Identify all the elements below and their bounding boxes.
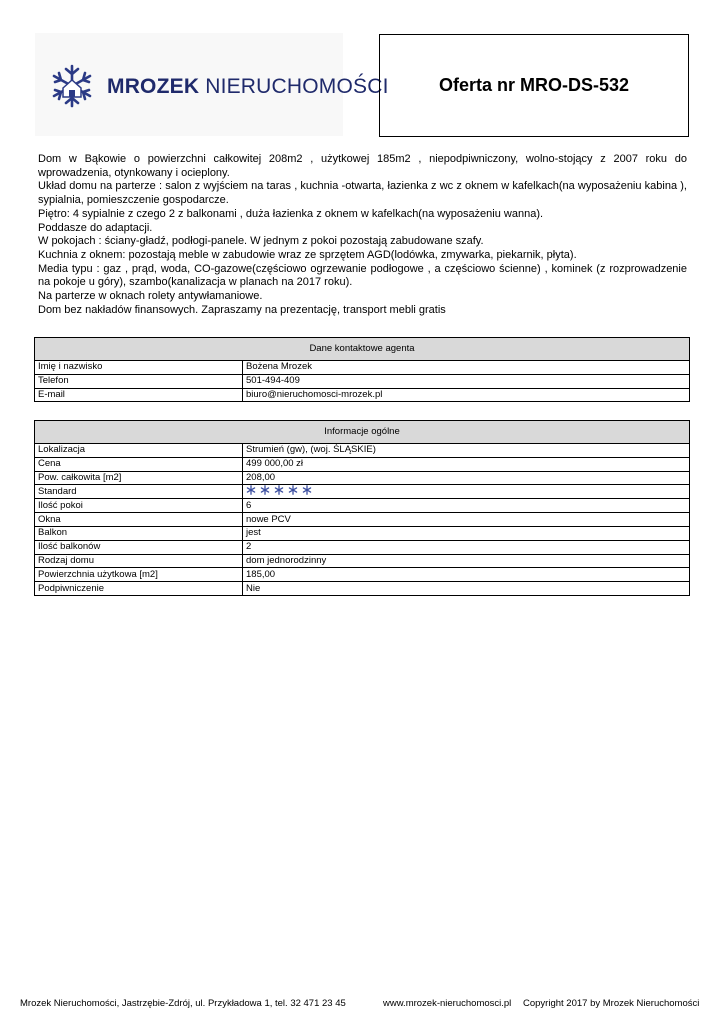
- row-label: Standard: [35, 485, 243, 499]
- table-row: [35, 568, 690, 582]
- row-label: Imię i nazwisko: [35, 361, 243, 375]
- row-value: nowe PCV: [243, 513, 690, 527]
- rating-snowflake-icon: [246, 485, 256, 495]
- table-header-row: [35, 338, 690, 361]
- footer-company: Mrozek Nieruchomości, Jastrzębie-Zdrój, ul. Przykładowa 1, tel. 32 471 23 45: [20, 998, 346, 1009]
- description-paragraph: Poddasze do adaptacji.: [38, 221, 153, 234]
- table-row: [35, 485, 690, 499]
- description-paragraph: Piętro: 4 sypialnie z czego 2 z balkonami , duża łazienka z oknem w kafelkach(na wyposażeniu wanna).: [38, 207, 544, 220]
- logo-brand-bold: MROZEK: [107, 75, 200, 98]
- table-row: [35, 361, 690, 375]
- logo-wordmark: [107, 75, 389, 99]
- agent-table-header: Dane kontaktowe agenta: [35, 338, 690, 361]
- row-label: Balkon: [35, 526, 243, 540]
- row-value: dom jednorodzinny: [243, 554, 690, 568]
- property-description: [38, 153, 687, 317]
- rating-snowflake-icon: [260, 485, 270, 495]
- row-label: Ilość pokoi: [35, 499, 243, 513]
- row-value: Strumień (gw), (woj. ŚLĄSKIE): [243, 444, 690, 458]
- row-value: 185,00: [243, 568, 690, 582]
- description-paragraph: Dom bez nakładów finansowych. Zapraszamy na prezentację, transport mebli gratis: [38, 303, 446, 316]
- row-value: jest: [243, 526, 690, 540]
- footer-website: www.mrozek-nieruchomosci.pl: [383, 998, 512, 1009]
- row-value: 2: [243, 540, 690, 554]
- row-value: 499 000,00 zł: [243, 457, 690, 471]
- rating-snowflake-icon: [302, 485, 312, 495]
- description-paragraph: Układ domu na parterze : salon z wyjściem na taras , kuchnia -otwarta, łazienka z wc z oknem w kafelkach(na wyposażeniu kabina ), sypialnia, pomieszczenie gospodarcze.: [38, 180, 687, 207]
- row-value: 6: [243, 499, 690, 513]
- row-value: 208,00: [243, 471, 690, 485]
- standard-rating: [243, 485, 690, 499]
- rating-snowflake-icon: [288, 485, 298, 495]
- row-value: 501-494-409: [243, 374, 690, 388]
- table-header-row: [35, 421, 690, 444]
- table-row: [35, 444, 690, 458]
- snowflake-house-icon: [51, 64, 93, 108]
- description-paragraph: Kuchnia z oknem: pozostają meble w zabudowie wraz ze sprzętem AGD(lodówka, zmywarka, piekarnik, płyta).: [38, 248, 577, 261]
- table-row: [35, 513, 690, 527]
- row-value: biuro@nieruchomosci-mrozek.pl: [243, 388, 690, 402]
- description-paragraph: W pokojach : ściany-gładź, podłogi-panele. W jednym z pokoi pozostają zabudowane szafy.: [38, 235, 484, 248]
- table-row: [35, 582, 690, 596]
- table-row: [35, 499, 690, 513]
- rating-snowflake-icon: [274, 485, 284, 495]
- table-row: [35, 457, 690, 471]
- row-label: Rodzaj domu: [35, 554, 243, 568]
- description-paragraph: Dom w Bąkowie o powierzchni całkowitej 208m2 , użytkowej 185m2 , niepodpiwniczony, wolno-stojący z 2007 roku do wprowadzenia, otynkowany i ocieplony.: [38, 153, 687, 179]
- row-label: Pow. całkowita [m2]: [35, 471, 243, 485]
- table-row: [35, 388, 690, 402]
- table-row: [35, 471, 690, 485]
- row-label: Okna: [35, 513, 243, 527]
- row-label: Podpiwniczenie: [35, 582, 243, 596]
- table-row: [35, 554, 690, 568]
- table-row: [35, 526, 690, 540]
- row-value: Bożena Mrozek: [243, 361, 690, 375]
- general-info-table: [34, 420, 690, 596]
- logo-brand-light: NIERUCHOMOŚCI: [205, 75, 389, 98]
- description-paragraph: Media typu : gaz , prąd, woda, CO-gazowe(częściowo ogrzewanie podłogowe , a częściowo ścienne) , kominek (z rozprowadzenie na pokoje u góry), szambo(kanalizacja w planach na 2017 roku).: [38, 262, 687, 289]
- description-paragraph: Na parterze w oknach rolety antywłamaniowe.: [38, 290, 263, 303]
- row-value: Nie: [243, 582, 690, 596]
- footer-copyright: Copyright 2017 by Mrozek Nieruchomości: [523, 998, 700, 1009]
- agent-contact-table: [34, 337, 690, 402]
- row-label: Cena: [35, 457, 243, 471]
- offer-number-box: [379, 34, 689, 137]
- company-logo: [35, 33, 389, 136]
- table-row: [35, 540, 690, 554]
- row-label: Lokalizacja: [35, 444, 243, 458]
- table-row: [35, 374, 690, 388]
- row-label: Powierzchnia użytkowa [m2]: [35, 568, 243, 582]
- row-label: Telefon: [35, 374, 243, 388]
- row-label: E-mail: [35, 388, 243, 402]
- general-table-header: Informacje ogólne: [35, 421, 690, 444]
- offer-title: Oferta nr MRO-DS-532: [438, 75, 630, 95]
- row-label: Ilość balkonów: [35, 540, 243, 554]
